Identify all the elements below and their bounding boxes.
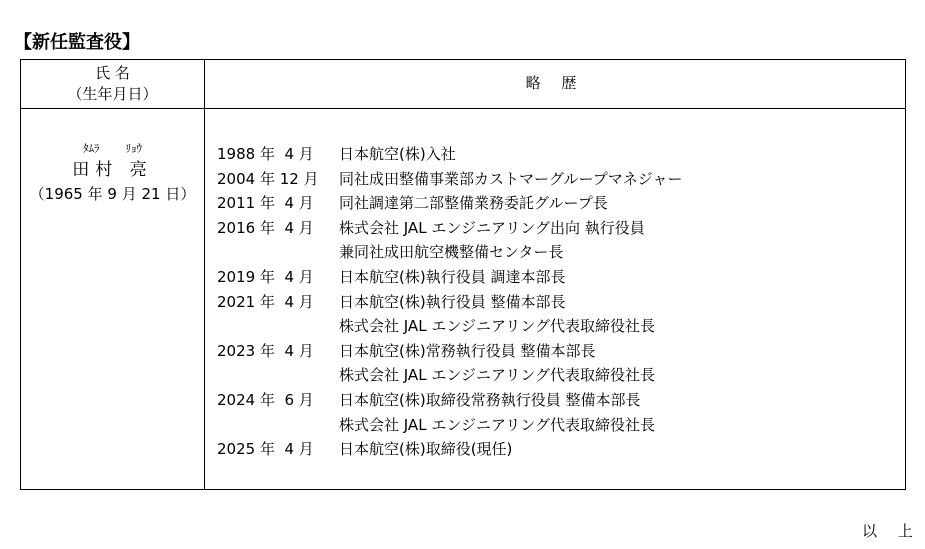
career-date [217, 363, 339, 388]
career-date: 2023 年 4 月 [217, 341, 314, 360]
career-date: 2004 年 12 月 [217, 169, 319, 188]
career-date: 2024 年 6 月 [217, 390, 314, 409]
career-description: 同社調達第二部整備業務委託グループ長 [339, 194, 608, 213]
career-date: 2011 年 4 月 [217, 194, 314, 213]
career-row [217, 413, 683, 438]
person-name: 田村 亮 [72, 160, 153, 180]
furigana-family: ﾀﾑﾗ [83, 142, 100, 155]
career-row [217, 167, 683, 192]
career-date [217, 314, 339, 339]
career-row [217, 191, 683, 216]
closing-mark: 以 上 [862, 522, 921, 540]
career-row [217, 314, 683, 339]
career-row [217, 240, 683, 265]
career-row [217, 216, 683, 241]
career-date: 2025 年 4 月 [217, 440, 314, 459]
career-date: 1988 年 4 月 [217, 145, 314, 163]
career-date: 2021 年 4 月 [217, 292, 314, 311]
career-date [217, 240, 339, 265]
career-row [217, 265, 683, 290]
officer-table [20, 59, 906, 490]
header-divider [21, 108, 905, 109]
birthdate-header-label: （生年月日） [67, 85, 158, 103]
name-furigana [21, 140, 204, 158]
career-date: 2016 年 4 月 [217, 218, 314, 237]
name-header-label: 氏 名 [95, 64, 130, 82]
career-description: 株式会社 JAL エンジニアリング代表取締役社長 [339, 415, 656, 434]
career-description: 株式会社 JAL エンジニアリング出向 執行役員 [339, 218, 645, 237]
career-row [217, 339, 683, 364]
career-description: 同社成田整備事業部カストマーグループマネジャー [339, 169, 683, 188]
career-row [217, 363, 683, 388]
career-description: 株式会社 JAL エンジニアリング代表取締役社長 [339, 366, 656, 385]
career-column-header: 略 歴 [525, 74, 585, 92]
person-birthdate: （1965 年 9 月 21 日） [29, 185, 196, 203]
career-row [217, 388, 683, 413]
career-row [217, 142, 683, 167]
career-description: 日本航空(株)執行役員 整備本部長 [339, 292, 566, 311]
career-description: 日本航空(株)取締役常務執行役員 整備本部長 [339, 390, 641, 409]
career-description: 日本航空(株)入社 [339, 145, 456, 163]
career-list [217, 142, 683, 462]
career-description: 兼同社成田航空機整備センター長 [339, 243, 564, 262]
career-date [217, 413, 339, 438]
column-divider [204, 60, 205, 489]
career-date: 2019 年 4 月 [217, 267, 314, 286]
career-description: 株式会社 JAL エンジニアリング代表取締役社長 [339, 317, 656, 336]
name-column-header [21, 63, 204, 105]
career-description: 日本航空(株)執行役員 調達本部長 [339, 267, 566, 286]
career-description: 日本航空(株)取締役(現任) [339, 440, 513, 459]
furigana-given: ﾘｮｳ [125, 142, 142, 155]
career-row [217, 290, 683, 315]
career-description: 日本航空(株)常務執行役員 整備本部長 [339, 341, 596, 360]
person-cell [21, 140, 204, 206]
career-row [217, 437, 683, 462]
section-heading: 【新任監査役】 [14, 32, 140, 53]
